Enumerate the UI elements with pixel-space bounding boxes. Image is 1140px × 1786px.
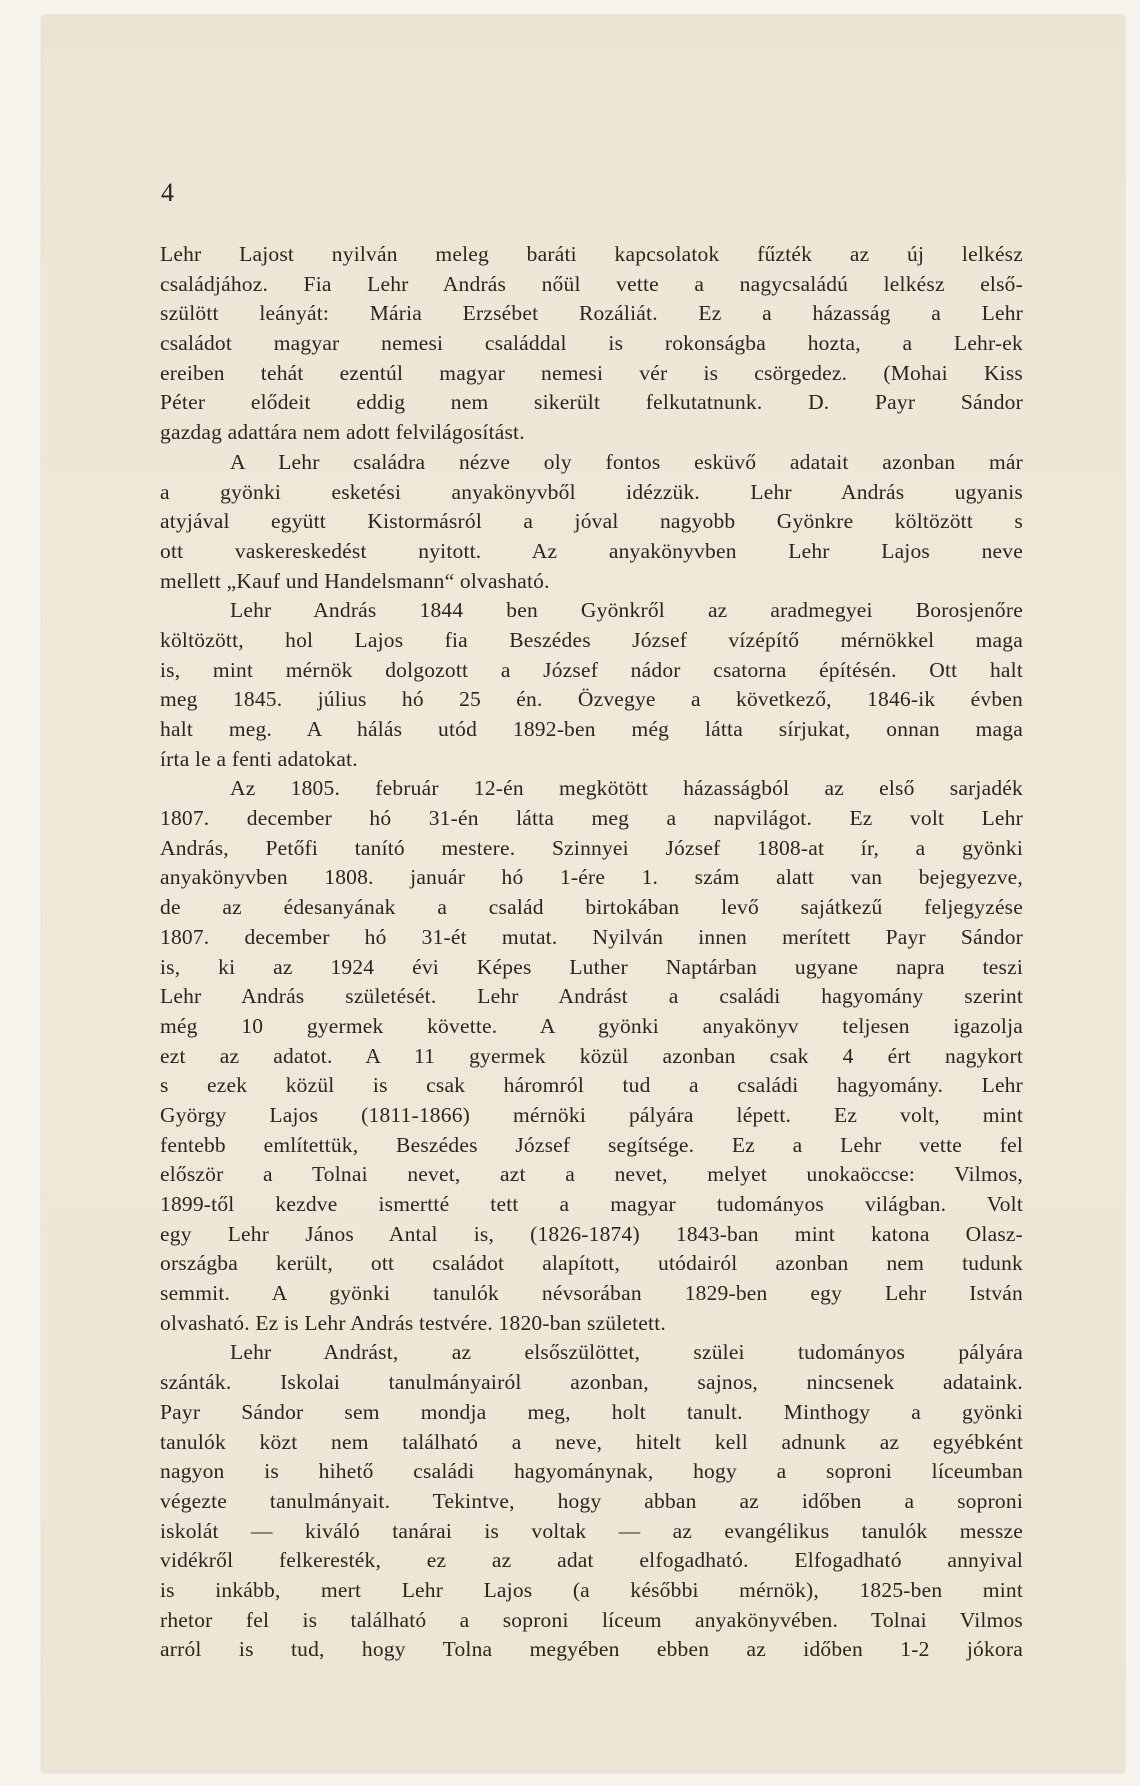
text-line: halt meg. A hálás utód 1892-ben még látta sírjukat, onnan maga: [160, 717, 1023, 741]
text-line: iskolát — kiváló tanárai is voltak — az evangélikus tanulók messze: [160, 1518, 1023, 1543]
body-text: [160, 240, 1023, 1665]
text-line: szánták. Iskolai tanulmányairól azonban, sajnos, nincsenek adataink.: [160, 1370, 1023, 1395]
text-line: Lehr Andrást, az elsőszülöttet, szülei tudományos pályára: [230, 1340, 1023, 1365]
text-line: ezt az adatot. A 11 gyermek közül azonban csak 4 ért nagykort: [160, 1043, 1023, 1068]
text-line: Lehr Lajost nyilván meleg baráti kapcsolatok fűzték az új lelkész: [160, 242, 1023, 266]
text-line: szülött leányát: Mária Erzsébet Rozáliát. Ez a házasság a Lehr: [160, 301, 1023, 326]
text-line: Lehr András születését. Lehr Andrást a családi hagyomány szerint: [160, 984, 1023, 1009]
text-line: még 10 gyermek követte. A gyönki anyakönyv teljesen igazolja: [160, 1013, 1023, 1038]
text-line: Péter elődeit eddig nem sikerült felkutatnunk. D. Payr Sándor: [160, 390, 1023, 415]
text-line: is, ki az 1924 évi Képes Luther Naptárban ugyane napra teszi: [160, 954, 1023, 979]
text-line: családot magyar nemesi családdal is rokonságba hozta, a Lehr-ek: [160, 331, 1023, 356]
text-line: végezte tanulmányait. Tekintve, hogy abban az időben a soproni: [160, 1488, 1023, 1513]
text-line: nagyon is hihető családi hagyománynak, hogy a soproni líceumban: [160, 1459, 1023, 1484]
text-line: arról is tud, hogy Tolna megyében ebben az időben 1-2 jókora: [160, 1637, 1023, 1662]
text-line: 1899-től kezdve ismertté tett a magyar tudományos világban. Volt: [160, 1192, 1023, 1216]
text-line: semmit. A gyönki tanulók névsorában 1829-ben egy Lehr István: [160, 1281, 1023, 1306]
text-line: ereiben tehát ezentúl magyar nemesi vér is csörgedez. (Mohai Kiss: [160, 360, 1023, 385]
text-line: György Lajos (1811-1866) mérnöki pályára lépett. Ez volt, mint: [160, 1102, 1023, 1127]
text-line: anyakönyvben 1808. január hó 1-ére 1. szám alatt van bejegyezve,: [160, 865, 1023, 890]
text-line: Payr Sándor sem mondja meg, holt tanult. Minthogy a gyönki: [160, 1399, 1023, 1424]
text-line: egy Lehr János Antal is, (1826-1874) 1843-ban mint katona Olasz-: [160, 1221, 1023, 1246]
text-line: 1807. december hó 31-ét mutat. Nyilván innen merített Payr Sándor: [160, 924, 1023, 949]
text-line: is inkább, mert Lehr Lajos (a későbbi mérnök), 1825-ben mint: [160, 1577, 1023, 1602]
text-line: rhetor fel is található a soproni líceum anyakönyvében. Tolnai Vilmos: [160, 1607, 1023, 1632]
text-line: olvasható. Ez is Lehr András testvére. 1820-ban született.: [160, 1310, 666, 1335]
text-line: Lehr András 1844 ben Gyönkről az aradmegyei Borosjenőre: [230, 598, 1023, 623]
text-line: ott vaskereskedést nyitott. Az anyakönyvben Lehr Lajos neve: [160, 538, 1023, 563]
text-line: András, Petőfi tanító mestere. Szinnyei József 1808-at ír, a gyönki: [160, 835, 1023, 860]
text-line: fentebb említettük, Beszédes József segítsége. Ez a Lehr vette fel: [160, 1132, 1023, 1157]
text-line: de az édesanyának a család birtokában levő sajátkezű feljegyzése: [160, 895, 1023, 920]
text-line: a gyönki esketési anyakönyvből idézzük. Lehr András ugyanis: [160, 479, 1023, 504]
text-line: is, mint mérnök dolgozott a József nádor csatorna építésén. Ott halt: [160, 657, 1023, 682]
text-line: tanulók közt nem található a neve, hitelt kell adnunk az egyébként: [160, 1429, 1023, 1454]
text-line: 1807. december hó 31-én látta meg a napvilágot. Ez volt Lehr: [160, 806, 1023, 831]
text-line: A Lehr családra nézve oly fontos esküvő adatait azonban már: [230, 449, 1023, 474]
text-line: családjához. Fia Lehr András nőül vette a nagycsaládú lelkész első-: [160, 271, 1023, 296]
text-line: meg 1845. július hó 25 én. Özvegye a következő, 1846-ik évben: [160, 687, 1023, 712]
text-line: Az 1805. február 12-én megkötött házasságból az első sarjadék: [230, 776, 1023, 801]
text-line: atyjával együtt Kistormásról a jóval nagyobb Gyönkre költözött s: [160, 509, 1023, 534]
text-line: költözött, hol Lajos fia Beszédes József vízépítő mérnökkel maga: [160, 627, 1023, 652]
text-line: először a Tolnai nevet, azt a nevet, melyet unokaöccse: Vilmos,: [160, 1162, 1023, 1187]
text-line: országba került, ott családot alapított, utódairól azonban nem tudunk: [160, 1251, 1023, 1276]
text-line: mellett „Kauf und Handelsmann“ olvasható.: [160, 568, 550, 593]
text-line: gazdag adattára nem adott felvilágosítást.: [160, 420, 525, 445]
text-line: s ezek közül is csak háromról tud a családi hagyomány. Lehr: [160, 1073, 1023, 1098]
page-number: 4: [161, 178, 174, 207]
text-line: vidékről felkeresték, ez az adat elfogadható. Elfogadható annyival: [160, 1548, 1023, 1573]
text-line: írta le a fenti adatokat.: [160, 746, 358, 771]
